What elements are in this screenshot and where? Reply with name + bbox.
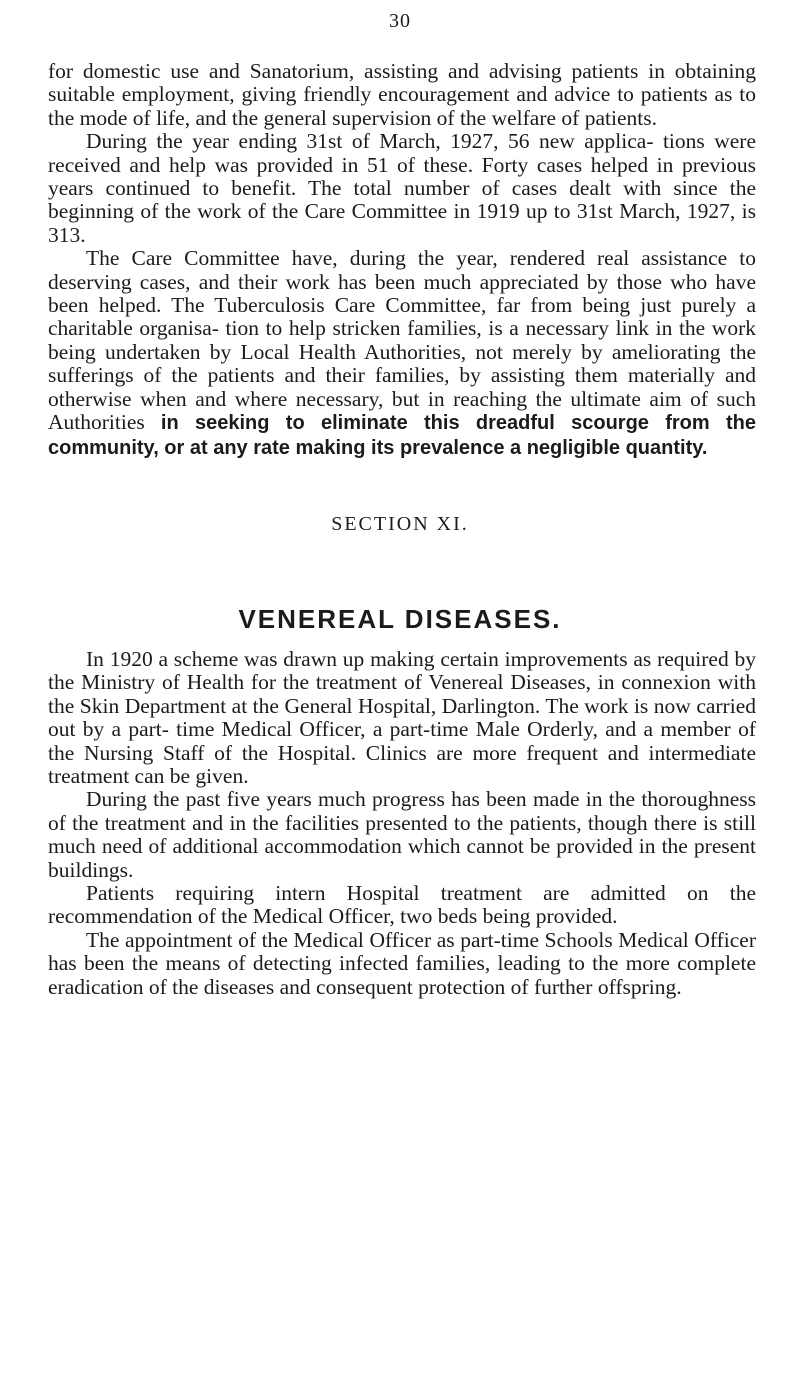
paragraph-2: During the year ending 31st of March, 1927, 56 new applica- tions were received and help was provided in 51 of these. Forty cases helped in previous years continued to benefit. The total number of cases dealt with since the beginning of the work of the Care Committee in 1919 up to 31st March, 1927, is 313. bbox=[48, 129, 756, 247]
vd-paragraph-3: Patients requiring intern Hospital treatment are admitted on the recommendation of the Medical Officer, two beds being provided. bbox=[48, 881, 756, 929]
section-heading: SECTION XI. bbox=[331, 513, 469, 535]
section-title: VENEREAL DISEASES. bbox=[238, 604, 562, 634]
venereal-diseases-text bbox=[48, 648, 756, 999]
paragraph-3 bbox=[48, 247, 756, 460]
paragraph-1: for domestic use and Sanatorium, assisting and advising patients in obtaining suitable employment, giving friendly encouragement and advice to patients as to the mode of life, and the general supervision of the welfare of patients. bbox=[48, 59, 756, 130]
care-committee-text bbox=[48, 60, 756, 460]
paragraph-3-bold: in seeking to eliminate this dreadful scourge from the community, or at any rate making its prevalence a negligible quantity. bbox=[48, 412, 756, 459]
page-number: 30 bbox=[389, 10, 411, 32]
vd-paragraph-1: In 1920 a scheme was drawn up making certain improvements as required by the Ministry of Health for the treatment of Venereal Diseases, in connexion with the Skin Department at the General Hospital, Darlington. The work is now carried out by a part- time Medical Officer, a part-time Male Orderly, and a member of the Nursing Staff of the Hospital. Clinics are more frequent and intermediate treatment can be given. bbox=[48, 647, 756, 789]
paragraph-3-regular: The Care Committee have, during the year, rendered real assistance to deserving cases, and their work has been much appreciated by those who have been helped. The Tuberculosis Care Committee, far from being just purely a charitable organisa- tion to help stricken families, is a necessary link in the work being undertaken by Local Health Authorities, not merely by ameliorating the sufferings of the patients and their families, by assisting them materially and otherwise when and where necessary, but in reaching the ultimate aim of such Authorities bbox=[48, 246, 756, 435]
vd-paragraph-2: During the past five years much progress has been made in the thoroughness of the treatment and in the facilities presented to the patients, though there is still much need of additional accommodation which cannot be provided in the present buildings. bbox=[48, 787, 756, 882]
vd-paragraph-4: The appointment of the Medical Officer as part-time Schools Medical Officer has been the means of detecting infected families, leading to the more complete eradication of the diseases and consequent protection of further offspring. bbox=[48, 927, 756, 999]
